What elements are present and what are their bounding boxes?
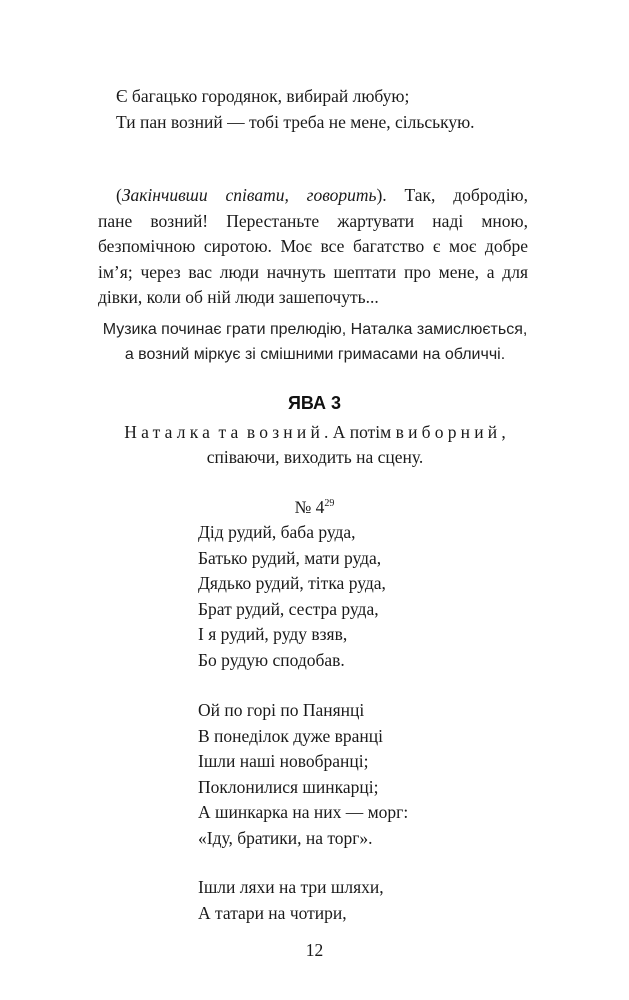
footnote-marker: 29: [324, 497, 335, 509]
song-line: Дід рудий, баба руда,: [198, 522, 356, 542]
cast-text: та: [218, 421, 243, 442]
paragraph-line: безпомічною сиротою. Моє все багатство є моє добре: [98, 236, 528, 256]
song-stanza-3: [198, 875, 629, 926]
song-number: [0, 495, 629, 521]
song-line: Батько рудий, мати руда,: [198, 547, 382, 568]
song-line: Брат рудий, сестра руда,: [198, 598, 379, 619]
cast-text: ,: [501, 421, 506, 442]
song-line: «Іду, братики, на торг».: [198, 827, 373, 848]
song-line: І я рудий, руду взяв,: [198, 624, 348, 644]
paragraph-text: ). Так, добродію,: [376, 185, 529, 205]
song-line: Ой по горі по Панянці: [198, 700, 365, 720]
song-line: Ішли ляхи на три шляхи,: [198, 877, 384, 897]
song-line: Ішли наші новобранці;: [198, 751, 369, 771]
dialogue-paragraph: [98, 183, 528, 311]
verse-top: [116, 84, 629, 135]
song-line: Поклонилися шинкарці;: [198, 776, 379, 797]
note-line: Музика починає грати прелюдію, Наталка замислюється,: [102, 320, 528, 338]
cast-text: . А потім: [324, 421, 392, 442]
song-line: А татари на чотири,: [198, 902, 347, 923]
song-number-text: № 4: [294, 496, 325, 517]
song-line: А шинкарка на них — морг:: [198, 802, 409, 822]
song-line: В понеділок дуже вранці: [198, 725, 383, 746]
paragraph-line: дівки, коли об ній люди зашепочуть...: [98, 287, 379, 307]
scene-title: ЯВА 3: [287, 392, 342, 413]
song-stanza-2: [198, 698, 629, 851]
paragraph-line: ім’я; через вас люди начнуть шептати про мене, а для: [98, 261, 528, 282]
character-name: возний: [246, 421, 325, 442]
song-line: Бо рудую сподобав.: [198, 649, 345, 670]
note-line: а возний міркує зі смішними гримасами на обличчі.: [124, 345, 506, 363]
character-name: виборний: [395, 421, 502, 442]
song-stanza-1: [198, 520, 629, 673]
verse-line: Є багацько городянок, вибирай любую;: [116, 86, 410, 106]
song-line: Дядько рудий, тітка руда,: [198, 573, 386, 593]
paragraph-line: (Закінчивши співати, говорить). Так, добродію,: [116, 185, 529, 205]
stage-note: [40, 317, 590, 367]
page-number: 12: [305, 940, 324, 960]
cast-line: [40, 420, 590, 446]
character-name: Наталка: [124, 421, 215, 442]
cast-line: співаючи, виходить на сцену.: [206, 447, 424, 467]
scene-cast: [40, 420, 590, 471]
verse-line: Ти пан возний — тобі треба не мене, сільськую.: [116, 111, 475, 132]
stage-direction: Закінчивши співати, говорить: [121, 185, 377, 205]
paragraph-line: пане возний! Перестаньте жартувати наді мною,: [98, 210, 528, 231]
